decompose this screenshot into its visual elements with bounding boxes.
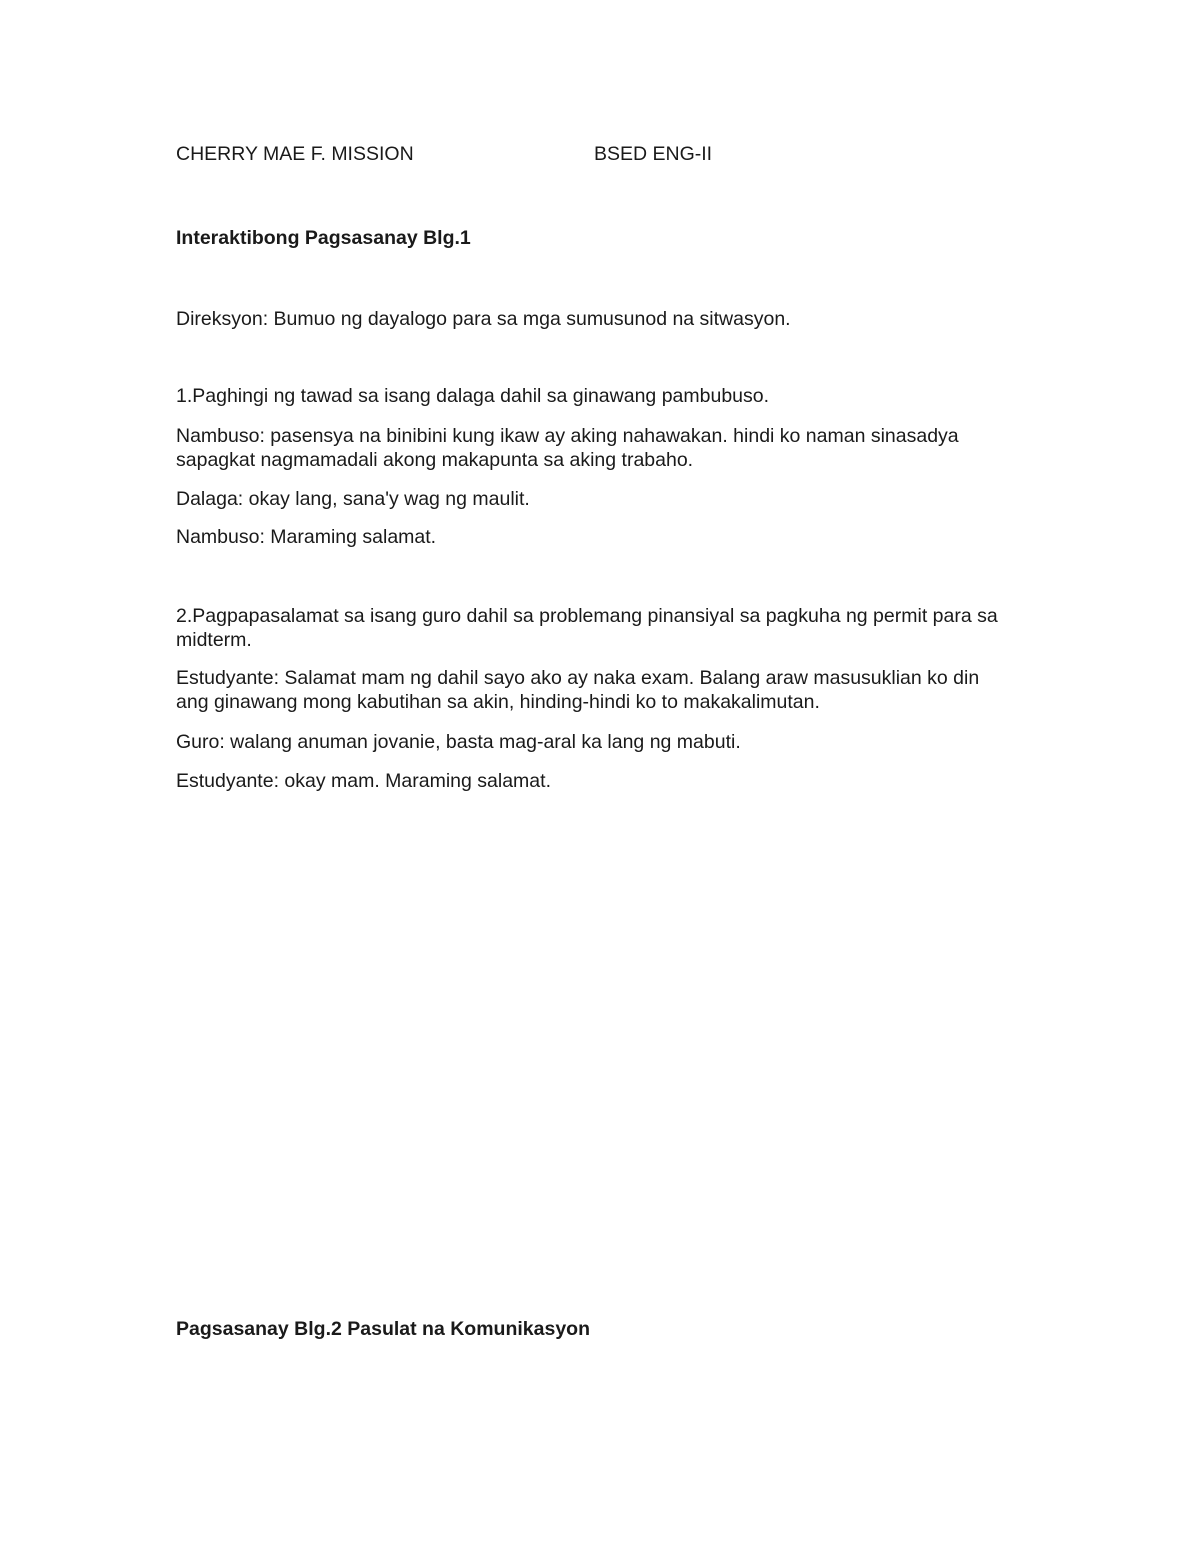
situation1-prompt: 1.Paghingi ng tawad sa isang dalaga dahil sa ginawang pambubuso. (176, 385, 770, 407)
situation2-line-1: Estudyante: Salamat mam ng dahil sayo ako ay naka exam. Balang araw masusuklian ko din ang ginawang mong kabutihan sa akin, hinding-hindi ko to makakalimutan. (176, 667, 980, 713)
student-course: BSED ENG-II (594, 143, 713, 165)
situation2-prompt: 2.Pagpapasalamat sa isang guro dahil sa problemang pinansiyal sa pagkuha ng permit para sa midterm. (176, 605, 998, 651)
section2-title: Pagsasanay Blg.2 Pasulat na Komunikasyon (176, 1318, 590, 1340)
section1-title: Interaktibong Pagsasanay Blg.1 (176, 227, 471, 249)
situation1-line-2: Dalaga: okay lang, sana'y wag ng maulit. (176, 488, 530, 510)
situation1-line-1: Nambuso: pasensya na binibini kung ikaw ay aking nahawakan. hindi ko naman sinasadya sapagkat nagmamadali akong makapunta sa aking trabaho. (176, 425, 959, 471)
situation2-line-3: Estudyante: okay mam. Maraming salamat. (176, 770, 551, 792)
situation1-line-3: Nambuso: Maraming salamat. (176, 526, 437, 548)
student-name: CHERRY MAE F. MISSION (176, 143, 414, 165)
situation2-line-2: Guro: walang anuman jovanie, basta mag-aral ka lang ng mabuti. (176, 731, 741, 753)
direction-text: Direksyon: Bumuo ng dayalogo para sa mga sumusunod na sitwasyon. (176, 308, 791, 330)
